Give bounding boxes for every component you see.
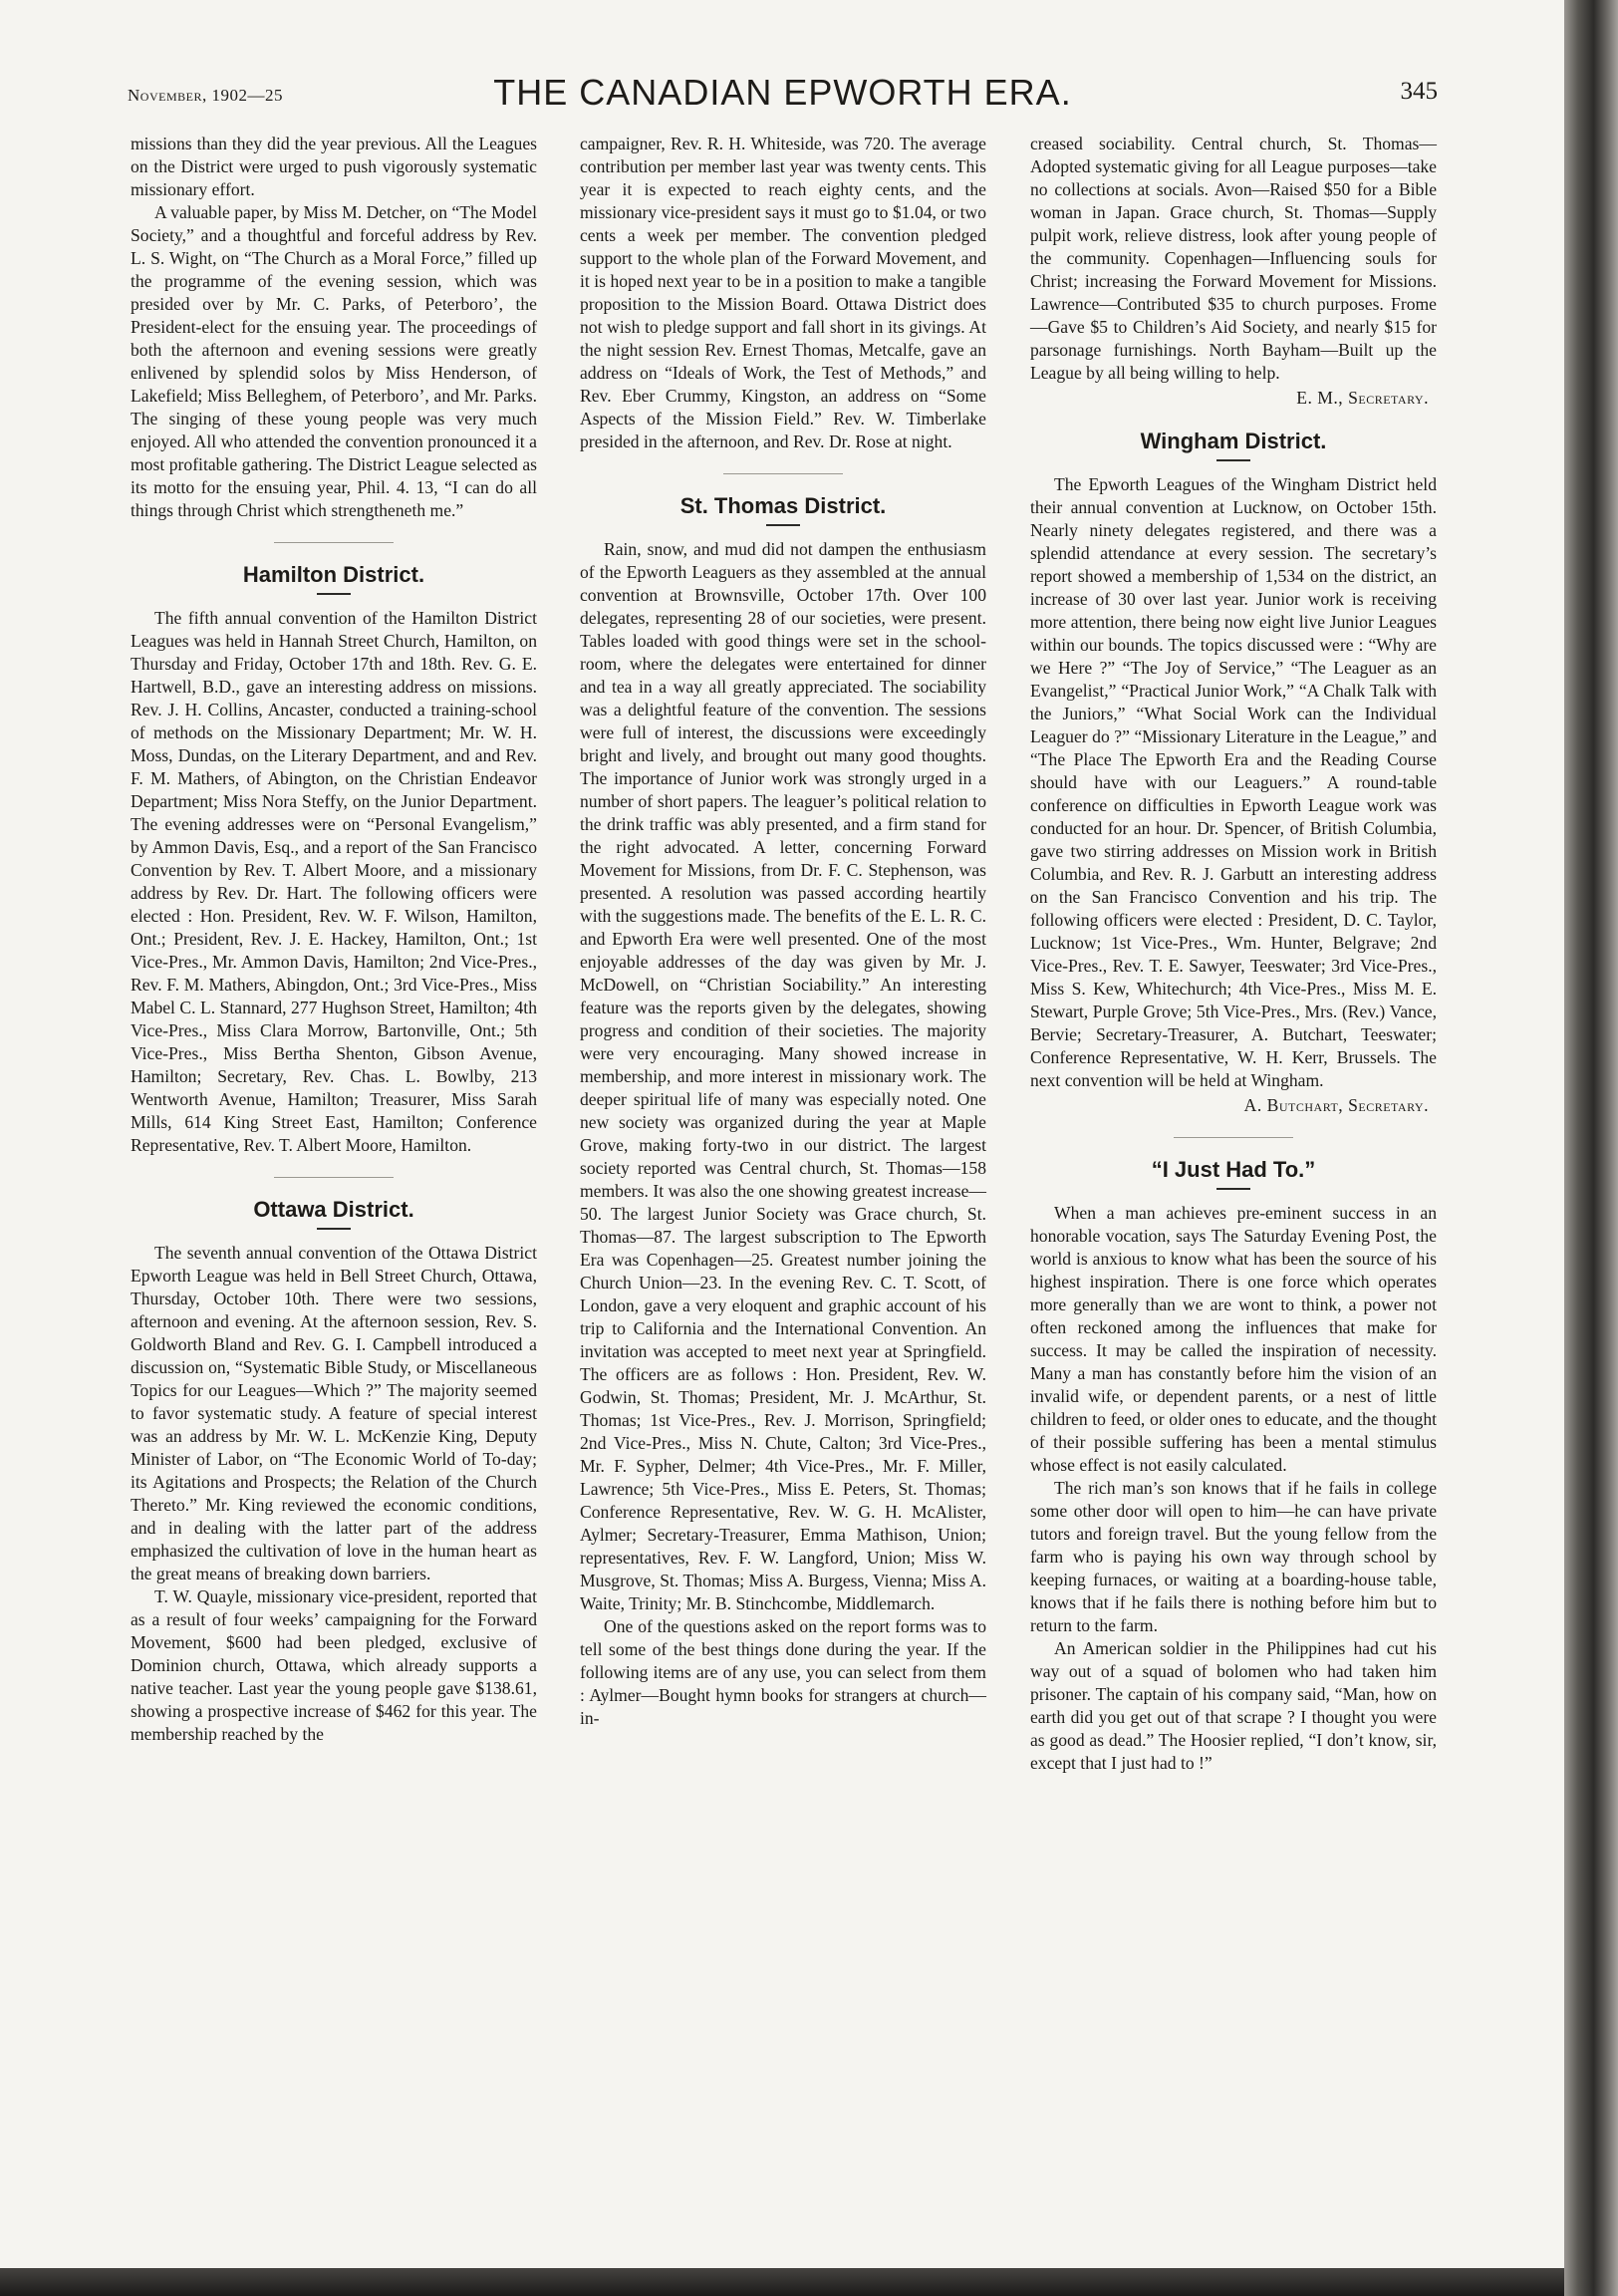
column-3 [1030, 133, 1437, 1775]
masthead-title: THE CANADIAN EPWORTH ERA. [493, 72, 1072, 113]
paragraph: campaigner, Rev. R. H. Whiteside, was 720. The average contribution per member last year was twenty cents. This year it is expected to reach eighty cents, and the missionary vice-president says it must go to $1.04, or two cents a week per member. The convention pledged support to the whole plan of the Forward Movement, and it is hoped next year to be in a position to make a tangible proposition to the Mission Board. Ottawa District does not wish to pledge support and fall short in its givings. At the night session Rev. Ernest Thomas, Metcalfe, gave an address on “Ideals of Work, the Test of Methods,” and Rev. Eber Crummy, Kingston, an address on “Some Aspects of the Mission Field.” Rev. W. Timberlake presided in the afternoon, and Rev. Dr. Rose at night. [580, 134, 986, 451]
column-2 [580, 133, 986, 1730]
paragraph: An American soldier in the Philippines had cut his way out of a squad of bolomen who had taken him prisoner. The captain of his company said, “Man, how on earth did you get out of that scrape ? I thought you were as good as dead.” The Hoosier replied, “I don’t know, sir, except that I just had to !” [1030, 1638, 1437, 1773]
column-1 [131, 133, 537, 1746]
paragraph: The rich man’s son knows that if he fails in college some other door will open to him—he can have private tutors and foreign travel. But the young fellow from the farm who is paying his own way through school by keeping furnaces, or waiting at a boarding-house table, knows that if he fails there is nothing before him but to return to the farm. [1030, 1478, 1437, 1635]
paragraph: When a man achieves pre-eminent success in an honorable vocation, says The Saturday Evening Post, the world is anxious to know what has been the source of his highest inspiration. There is one force which operates more generally than we are wont to think, a power not often reckoned among the influences that make for success. It may be called the inspiration of necessity. Many a man has constantly before him the vision of an invalid wife, or dependent parents, or a nest of little children to feed, or older ones to educate, and the thought of their possible suffering has been a mental stimulus whose effect is not easily calculated. [1030, 1203, 1437, 1475]
heading-rule [1216, 459, 1250, 461]
paragraph: T. W. Quayle, missionary vice-president, reported that as a result of four weeks’ campaigning for the Forward Movement, $600 had been pledged, exclusive of Dominion church, Ottawa, which already supports a native teacher. Last year the young people gave $138.61, showing a prospective increase of $462 for this year. The membership reached by the [131, 1586, 537, 1744]
paragraph: Rain, snow, and mud did not dampen the enthusiasm of the Epworth Leaguers as they assembled at the annual convention at Brownsville, October 17th. Over 100 delegates, representing 28 of our societies, were present. Tables loaded with good things were set in the school-room, where the delegates were entertained for dinner and tea in a way all greatly appreciated. The sociability was a delightful feature of the convention. The sessions were full of interest, the discussions were exceedingly bright and lively, and brought out many good thoughts. The importance of Junior work was strongly urged in a number of short papers. The leaguer’s political relation to the drink traffic was ably presented, and a firm stand for the right advocated. A letter, concerning Forward Movement for Missions, from Dr. F. C. Stephenson, was presented. A resolution was passed according heartily with the suggestions made. The benefits of the E. L. R. C. and Epworth Era were well presented. One of the most enjoyable addresses of the day was given by Mr. J. McDowell, on “Christian Sociability.” An interesting feature was the reports given by the delegates, showing progress and condition of their societies. The majority were very encouraging. Many showed increase in membership, and more interest in missionary work. The deeper spiritual life of many was especially noted. One new society was organized during the year at Maple Grove, making forty-two in our district. The largest society reported was Central church, St. Thomas—158 members. It was also the one showing greatest increase—50. The largest Junior Society was Grace church, St. Thomas—87. The largest subscription to The Epworth Era was Copenhagen—25. Greatest number joining the Church Union—23. In the evening Rev. C. T. Scott, of London, gave a very eloquent and graphic account of his trip to California and the International Convention. An invitation was accepted to meet next year at Springfield. The officers are as follows : Hon. President, Rev. W. Godwin, St. Thomas; President, Mr. J. McArthur, St. Thomas; 1st Vice-Pres., Rev. J. Morrison, Springfield; 2nd Vice-Pres., Miss N. Chute, Calton; 3rd Vice-Pres., Mr. F. Sypher, Delmer; 4th Vice-Pres., Mr. F. Miller, Lawrence; 5th Vice-Pres., Miss E. Peters, St. Thomas; Conference Representative, Rev. W. G. H. McAlister, Aylmer; Secretary-Treasurer, Emma Mathison, Union; representatives, Rev. F. W. Langford, Union; Miss W. Musgrove, St. Thomas; Miss A. Burgess, Vienna; Miss A. Waite, Trinity; Mr. B. Stinchcombe, Middlemarch. [580, 539, 986, 1613]
heading-rule [317, 1228, 351, 1230]
book-binding-edge [1564, 0, 1618, 2296]
section-heading-hamilton: Hamilton District. [242, 562, 425, 587]
paragraph: A valuable paper, by Miss M. Detcher, on “The Model Society,” and a thoughtful and forceful address by Rev. L. S. Wight, on “The Church as a Moral Force,” filled up the programme of the evening session, which was presided over by Mr. C. Parks, of Peterboro’, the President-elect for the ensuing year. The proceedings of both the afternoon and evening sessions were greatly enlivened by splendid solos by Miss Henderson, of Lakefield; Miss Belleghem, of Peterboro’, and Mr. Parks. The singing of these young people was very much enjoyed. All who attended the convention pronounced it a most profitable gathering. The District League selected as its motto for the ensuing year, Phil. 4. 13, “I can do all things through Christ which strengtheneth me.” [131, 202, 537, 520]
paragraph: One of the questions asked on the report forms was to tell some of the best things done during the year. If the following items are of any use, you can select from them : Aylmer—Bought hymn books for strangers at church—in- [580, 1616, 986, 1728]
section-divider [1174, 1137, 1293, 1138]
page-number: 345 [1400, 78, 1438, 105]
page-header [128, 72, 1438, 122]
section-divider [723, 473, 843, 474]
paragraph: The fifth annual convention of the Hamilton District Leagues was held in Hannah Street Church, Hamilton, on Thursday and Friday, October 17th and 18th. Rev. G. E. Hartwell, B.D., gave an interesting address on missions. Rev. J. H. Collins, Ancaster, conducted a training-school of methods on the Missionary Department; Mr. W. H. Moss, Dundas, on the Literary Department, and and Rev. F. M. Mathers, of Abington, on the Christian Endeavor Department; Miss Nora Steffy, on the Junior Department. The evening addresses were on “Personal Evangelism,” by Ammon Davis, Esq., and a report of the San Francisco Convention by Rev. T. Albert Moore, and a missionary address by Rev. Dr. Hart. The following officers were elected : Hon. President, Rev. W. F. Wilson, Hamilton, Ont.; President, Rev. J. E. Hackey, Hamilton, Ont.; 1st Vice-Pres., Mr. Ammon Davis, Hamilton; 2nd Vice-Pres., Rev. F. M. Mathers, Abingdon, Ont.; 3rd Vice-Pres., Miss Mabel C. L. Stannard, 277 Hughson Street, Hamilton; 4th Vice-Pres., Miss Clara Morrow, Bartonville, Ont.; 5th Vice-Pres., Miss Bertha Shenton, Gibson Avenue, Hamilton; Secretary, Rev. Chas. L. Bowlby, 213 Wentworth Avenue, Hamilton; Treasurer, Miss Sarah Mills, 614 King Street East, Hamilton; Conference Representative, Rev. T. Albert Moore, Hamilton. [131, 608, 537, 1155]
signature: A. Butchart, Secretary. [1243, 1095, 1429, 1115]
section-heading-st-thomas: St. Thomas District. [679, 493, 887, 518]
paragraph: The Epworth Leagues of the Wingham District held their annual convention at Lucknow, on October 15th. Nearly ninety delegates registered, and there was a splendid attendance at every session. The secretary’s report showed a membership of 1,534 on the district, an increase of 30 over last year. Junior work is receiving more attention, there being now eight live Junior Leagues within our bounds. The topics discussed were : “Why are we Here ?” “The Joy of Service,” “The Leaguer as an Evangelist,” “Practical Junior Work,” “A Chalk Talk with the Juniors,” “What Social Work can the Individual Leaguer do ?” “Missionary Literature in the League,” and “The Place The Epworth Era and the Reading Course should have with our Leaguers.” A round-table conference on difficulties in Epworth League work was conducted for an hour. Dr. Spencer, of British Columbia, gave two stirring addresses on Mission work in British Columbia, and Rev. R. J. Garbutt an interesting address on the San Francisco Convention and his trip. The following officers were elected : President, D. C. Taylor, Lucknow; 1st Vice-Pres., Wm. Hunter, Belgrave; 2nd Vice-Pres., Rev. T. E. Sawyer, Teeswater; 3rd Vice-Pres., Miss S. Kew, Whitechurch; 4th Vice-Pres., Miss M. E. Stewart, Purple Grove; 5th Vice-Pres., Mrs. (Rev.) Vance, Bervie; Secretary-Treasurer, A. Butchart, Teeswater; Conference Representative, W. H. Kerr, Brussels. The next convention will be held at Wingham. [1030, 474, 1437, 1090]
heading-rule [1216, 1188, 1250, 1190]
section-heading-wingham: Wingham District. [1140, 429, 1327, 453]
paragraph: missions than they did the year previous. All the Leagues on the District were urged to push vigorously systematic missionary effort. [131, 134, 537, 199]
heading-rule [317, 593, 351, 595]
section-heading-just-had-to: “I Just Had To.” [1151, 1157, 1316, 1182]
scan-bottom-edge [0, 2268, 1564, 2296]
signature: E. M., Secretary. [1296, 388, 1429, 408]
section-divider [274, 1177, 394, 1178]
heading-rule [766, 524, 800, 526]
paragraph: creased sociability. Central church, St. Thomas—Adopted systematic giving for all League purposes—take no collections at socials. Avon—Raised $50 for a Bible woman in Japan. Grace church, St. Thomas—Supply pulpit work, relieve distress, look after young people of the community. Copenhagen—Influencing souls for Christ; increasing the Forward Movement for Missions. Lawrence—Contributed $35 to church purposes. Frome—Gave $5 to Children’s Aid Society, and nearly $15 for parsonage furnishings. North Bayham—Built up the League by all being willing to help. [1030, 134, 1437, 383]
issue-date: November, 1902—25 [128, 86, 283, 105]
paragraph: The seventh annual convention of the Ottawa District Epworth League was held in Bell Street Church, Ottawa, Thursday, October 10th. There were two sessions, afternoon and evening. At the afternoon session, Rev. S. Goldworth Bland and Rev. G. I. Campbell introduced a discussion on, “Systematic Bible Study, or Miscellaneous Topics for our Leagues—Which ?” The majority seemed to favor systematic study. A feature of special interest was an address by Mr. W. L. McKenzie King, Deputy Minister of Labor, on “The Economic World of To-day; its Agitations and Prospects; the Relation of the Church Thereto.” Mr. King reviewed the economic conditions, and in dealing with the latter part of the address emphasized the cultivation of love in the human heart as the great means of breaking down barriers. [131, 1243, 537, 1583]
section-divider [274, 542, 394, 543]
section-heading-ottawa: Ottawa District. [253, 1197, 414, 1222]
